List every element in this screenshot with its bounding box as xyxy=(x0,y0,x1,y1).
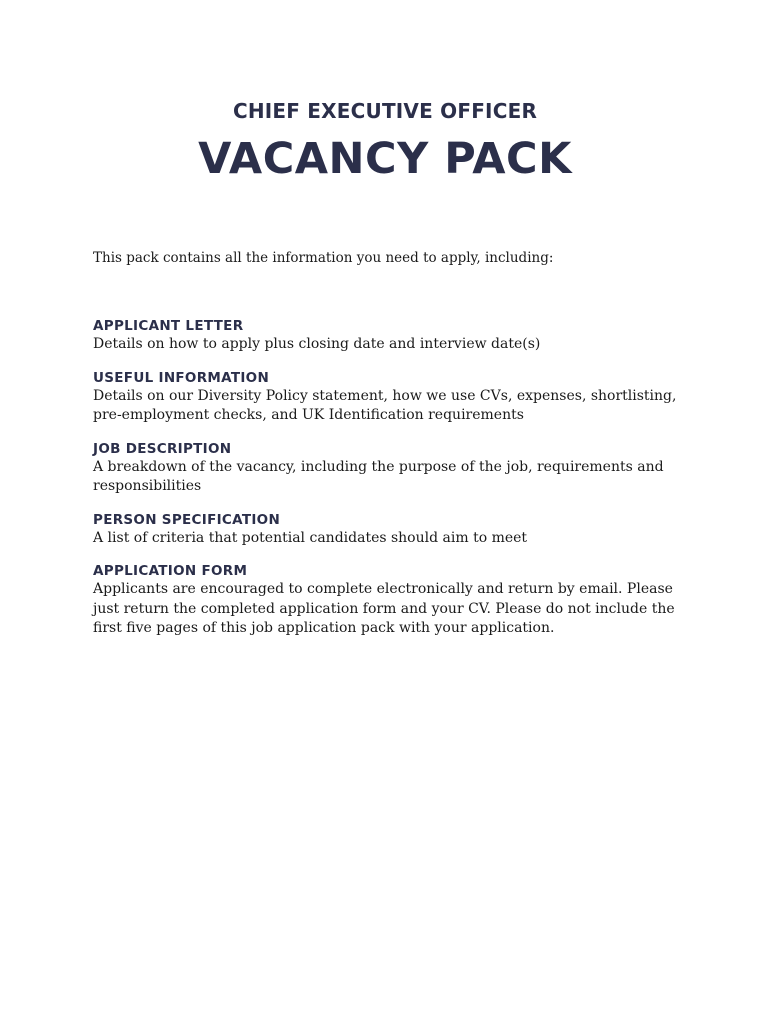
section-heading: JOB DESCRIPTION xyxy=(93,440,232,457)
section-description: Details on how to apply plus closing date and interview date(s) xyxy=(93,336,541,352)
section-heading: USEFUL INFORMATION xyxy=(93,369,270,386)
section-heading: PERSON SPECIFICATION xyxy=(93,511,281,528)
section-description: A list of criteria that potential candidates should aim to meet xyxy=(93,529,528,546)
section-description: A breakdown of the vacancy, including the purpose of the job, requirements and responsibilities xyxy=(93,458,664,494)
section-application-form xyxy=(93,563,683,639)
contents-list xyxy=(93,318,683,654)
section-heading: APPLICANT LETTER xyxy=(93,318,244,334)
document-title: VACANCY PACK xyxy=(198,134,572,184)
section-useful-information xyxy=(93,370,683,426)
intro-text: This pack contains all the information you need to apply, including: xyxy=(93,250,554,266)
section-applicant-letter xyxy=(93,318,683,355)
section-person-specification xyxy=(93,512,683,549)
section-heading: APPLICATION FORM xyxy=(93,563,248,579)
section-description: Details on our Diversity Policy statement, how we use CVs, expenses, shortlisting, pre-employment checks, and UK Identification requirements xyxy=(93,387,677,423)
document-subtitle: CHIEF EXECUTIVE OFFICER xyxy=(232,99,538,123)
section-job-description xyxy=(93,441,683,497)
section-description: Applicants are encouraged to complete electronically and return by email. Please just return the completed application form and your CV. Please do not include the first five pages of this job application pack with your application. xyxy=(93,581,675,636)
